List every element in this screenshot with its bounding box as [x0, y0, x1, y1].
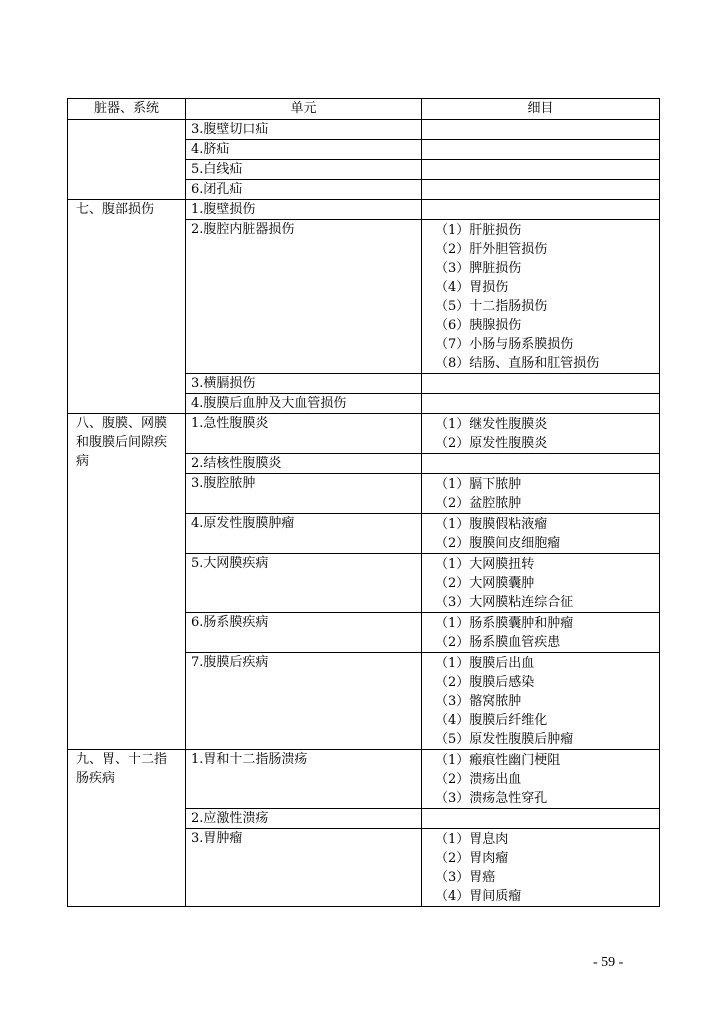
unit-cell: 4.原发性腹膜肿瘤: [186, 514, 422, 554]
detail-cell: [422, 829, 660, 907]
unit-cell: 3.腹壁切口疝: [186, 120, 422, 140]
unit-cell: 2.应激性溃疡: [186, 809, 422, 829]
unit-cell: 1.腹壁损伤: [186, 200, 422, 220]
system-cell: 八、腹膜、网膜 和腹膜后间隙疾 病: [68, 414, 186, 750]
unit-cell: 1.急性腹膜炎: [186, 414, 422, 454]
table-row: [68, 414, 660, 454]
table-row: [68, 200, 660, 220]
detail-item: （1）肠系膜囊肿和肿瘤: [435, 616, 574, 631]
header-unit: 单元: [186, 99, 422, 120]
unit-cell: 6.闭孔疝: [186, 180, 422, 200]
detail-item: （1）大网膜扭转: [435, 557, 535, 572]
unit-cell: 6.肠系膜疾病: [186, 613, 422, 653]
unit-cell: 3.腹腔脓肿: [186, 474, 422, 514]
detail-cell: [422, 374, 660, 394]
detail-item: （2）肠系膜血管疾患: [435, 635, 561, 650]
detail-cell: [422, 180, 660, 200]
detail-cell: [422, 750, 660, 809]
detail-item: （4）腹膜后纤维化: [435, 713, 548, 728]
detail-item: （1）腹膜后出血: [435, 656, 535, 671]
system-cell: 九、胃、十二指 肠疾病: [68, 750, 186, 907]
detail-cell: [422, 554, 660, 613]
detail-cell: [422, 394, 660, 414]
detail-item: （2）肝外胆管损伤: [435, 242, 548, 257]
detail-item: （3）胃癌: [435, 870, 496, 885]
detail-cell: [422, 414, 660, 454]
detail-item: （4）胃间质瘤: [435, 889, 522, 904]
detail-cell: [422, 160, 660, 180]
detail-item: （1）继发性腹膜炎: [435, 417, 548, 432]
page-number: - 59 -: [593, 955, 624, 970]
unit-cell: 4.腹膜后血肿及大血管损伤: [186, 394, 422, 414]
detail-cell: [422, 120, 660, 140]
detail-item: （2）胃肉瘤: [435, 851, 509, 866]
detail-item: （2）大网膜囊肿: [435, 576, 535, 591]
detail-item: （1）腹膜假粘液瘤: [435, 517, 548, 532]
table-row: [68, 120, 660, 140]
unit-cell: 1.胃和十二指肠溃疡: [186, 750, 422, 809]
detail-cell: [422, 809, 660, 829]
detail-item: （5）十二指肠损伤: [435, 299, 548, 314]
detail-item: （2）腹膜间皮细胞瘤: [435, 536, 561, 551]
detail-item: （4）胃损伤: [435, 280, 509, 295]
detail-cell: [422, 200, 660, 220]
detail-item: （3）大网膜粘连综合征: [435, 595, 574, 610]
detail-cell: [422, 220, 660, 374]
detail-cell: [422, 140, 660, 160]
unit-cell: 2.腹腔内脏器损伤: [186, 220, 422, 374]
unit-cell: 5.白线疝: [186, 160, 422, 180]
detail-item: （3）脾脏损伤: [435, 261, 522, 276]
unit-cell: 7.腹膜后疾病: [186, 653, 422, 750]
detail-cell: [422, 454, 660, 474]
unit-cell: 4.脐疝: [186, 140, 422, 160]
unit-cell: 3.胃肿瘤: [186, 829, 422, 907]
detail-item: （2）盆腔脓肿: [435, 496, 522, 511]
detail-item: （7）小肠与肠系膜损伤: [435, 337, 574, 352]
detail-item: （2）溃疡出血: [435, 772, 522, 787]
detail-item: （1）瘢痕性幽门梗阻: [435, 753, 561, 768]
syllabus-table: [67, 98, 660, 907]
detail-item: （6）胰腺损伤: [435, 318, 522, 333]
detail-cell: [422, 514, 660, 554]
detail-item: （1）肝脏损伤: [435, 223, 522, 238]
detail-cell: [422, 653, 660, 750]
header-system: 脏器、系统: [68, 99, 186, 120]
detail-item: （2）原发性腹膜炎: [435, 436, 548, 451]
detail-item: （1）胃息肉: [435, 832, 509, 847]
detail-cell: [422, 474, 660, 514]
system-cell-empty: [68, 120, 186, 200]
table-header-row: [68, 99, 660, 120]
detail-cell: [422, 613, 660, 653]
unit-cell: 5.大网膜疾病: [186, 554, 422, 613]
detail-item: （1）膈下脓肿: [435, 477, 522, 492]
unit-cell: 3.横膈损伤: [186, 374, 422, 394]
detail-item: （5）原发性腹膜后肿瘤: [435, 732, 574, 747]
detail-item: （3）髂窝脓肿: [435, 694, 522, 709]
system-cell: 七、腹部损伤: [68, 200, 186, 414]
detail-item: （3）溃疡急性穿孔: [435, 791, 548, 806]
detail-item: （8）结肠、直肠和肛管损伤: [435, 356, 600, 371]
table-row: [68, 750, 660, 809]
header-detail: 细目: [422, 99, 660, 120]
detail-item: （2）腹膜后感染: [435, 675, 535, 690]
unit-cell: 2.结核性腹膜炎: [186, 454, 422, 474]
